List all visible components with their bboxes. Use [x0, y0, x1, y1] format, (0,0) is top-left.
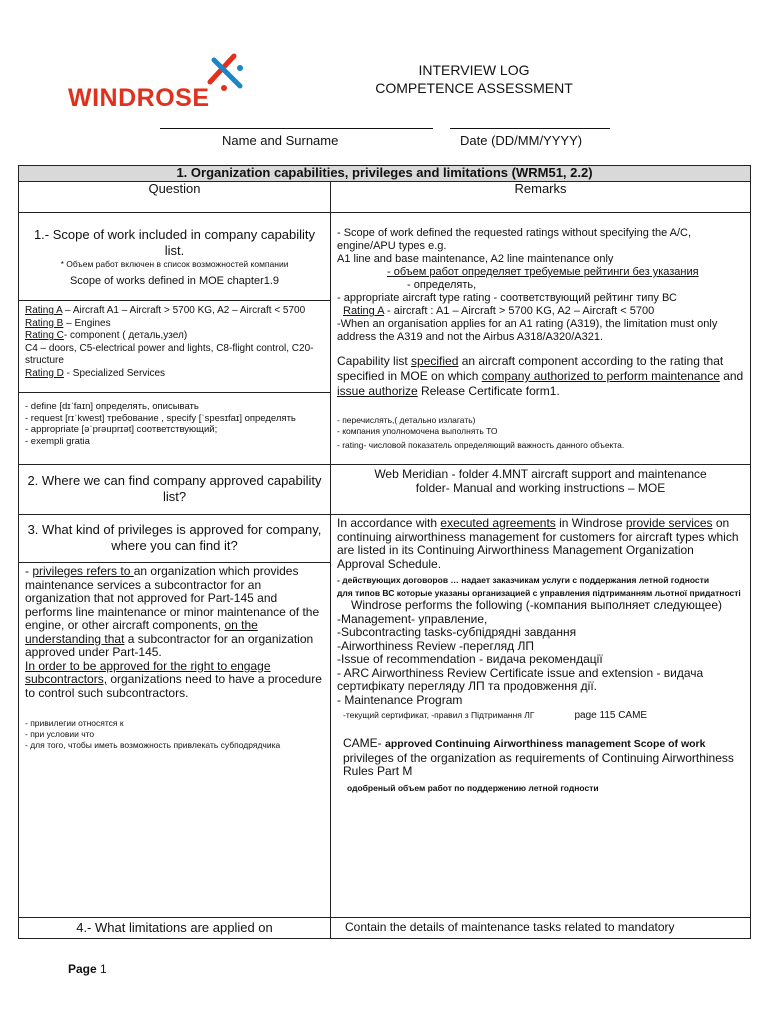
question-header: Question [19, 182, 331, 213]
privilege-item: - ARC Airworthiness Review Certificate issue and extension - видача сертифікату перегляду ЛП та продовження дії. [337, 665, 704, 693]
vocab-cell [19, 393, 331, 465]
q1-remark-ru: - перечислять,( детально излагать) [337, 415, 476, 425]
q1-remarks-cell [331, 213, 751, 465]
privilege-item: -Issue of recommendation - видача рекомендації [337, 652, 603, 666]
q2-remark: Web Meridian - folder 4.MNT aircraft support and maintenance folder- Manual and working instructions – MOE [374, 467, 707, 495]
doc-title: INTERVIEW LOG [418, 62, 530, 78]
section-title: 1. Organization capabilities, privileges and limitations (WRM51, 2.2) [19, 166, 751, 182]
q3-answer-ru: - при условии что [25, 729, 95, 739]
vocab-item: - request [rɪˈkwest] требование , specify [ˈspesɪfaɪ] определять [25, 412, 296, 424]
q1-remark-line: - объем работ определяет требуемые рейтинги без указания [387, 266, 699, 278]
came-page-ref: page 115 CAME [574, 710, 648, 721]
doc-subtitle: COMPETENCE ASSESSMENT [375, 80, 573, 96]
name-underline [160, 128, 433, 129]
capability-paragraph: Capability list specified an aircraft component according to the rating that specified in MOE on which company authorized to perform maintenance and issue authorize Release Certificate form1. [337, 354, 744, 398]
vocab-item: - exempli gratia [25, 435, 90, 447]
rating-a-text: - aircraft : A1 – Aircraft > 5700 KG, A2 – Aircraft < 5700 [383, 305, 655, 317]
q1-remark-line: - appropriate aircraft type rating - соответствующий рейтинг типу ВС [337, 292, 677, 304]
q3-answer-cell: - privileges refers to an organization which provides maintenance services a subcontractor for an organization that not approved for Part-145 and performs line maintenance or minor maintenance of the engine, or other aircraft components, on the understanding that a subcontractor for an organization approved under Part-145. In order to be approved for the right to engage subcontractors, organizations need to have a procedure to control such subcontractors. - привилегии относятся к - при условии что - для того, чтобы иметь возможность привлекать субподрядчика [19, 563, 331, 918]
q4-text: 4.- What limitations are applied on [76, 920, 273, 935]
q3-answer-ru: - привилегии относятся к [25, 718, 124, 728]
date-underline [450, 128, 610, 129]
q4-remark-cell [331, 918, 751, 939]
q4-question-cell [19, 918, 331, 939]
q2-question-cell [19, 465, 331, 515]
page-number: 1 [100, 962, 107, 976]
date-label: Date (DD/MM/YYYY) [460, 133, 583, 148]
name-label: Name and Surname [222, 133, 339, 148]
q1-remark-ru: - компания уполномочена выполнять ТО [337, 426, 498, 436]
q3-remark-ru: для типов ВС которые указаны организацией с управления підтриманням льотної придатності [337, 588, 741, 598]
q1-remark-line: -When an organisation applies for an A1 rating (A319), the limitation must only address the A319 and not the Airbus A318/A320/A321. [337, 318, 718, 343]
q1-remark-line: - Scope of work defined the requested ratings without specifying the A/C, engine/APU types e.g. [337, 227, 692, 252]
q3-remark-ru: - действующих договоров … надает заказчикам услуги с поддержания летной годности [337, 575, 710, 585]
q4-remark: Contain the details of maintenance tasks related to mandatory [345, 920, 675, 934]
q3-question-cell [19, 515, 331, 563]
came-ru: одобреный объем работ по поддержению летной годности [347, 782, 599, 793]
page-footer [68, 962, 107, 976]
windrose-performs: Windrose performs the following (-компания выполняет следующее) [351, 598, 723, 612]
q2-text: 2. Where we can find company approved capability list? [27, 473, 322, 504]
rating-a-label: Rating A [343, 305, 384, 317]
q1-remark-line: - определять, [407, 279, 477, 291]
privilege-item: -Management- управление, [337, 611, 488, 626]
company-logo-text: WINDROSE [68, 84, 210, 112]
vocab-item: - define [dɪˈfaɪn] определять, описывать [25, 401, 199, 412]
remarks-header: Remarks [331, 182, 751, 213]
q1-question-cell [19, 213, 331, 301]
q1-remark-ru: - rating- числовой показатель определяющий важность данного объекта. [337, 440, 625, 450]
q2-remark-cell [331, 465, 751, 515]
q3-answer-ru: - для того, чтобы иметь возможность привлекать субподрядчика [25, 740, 281, 750]
privilege-item: - Maintenance Program [337, 692, 463, 707]
current-cert-note: -текущий сертификат, -правил з Підтримання ЛГ [343, 710, 535, 720]
q1-text: 1.- Scope of work included in company capability list. [33, 227, 316, 258]
ratings-cell: Rating A – Aircraft A1 – Aircraft > 5700 KG, A2 – Aircraft < 5700 Rating B – Engines Rating C- component ( деталь,узел) C4 – doors, C5-electrical power and lights, C8-flight control, C20-structure Rating D - Specialized Services [19, 301, 331, 393]
windrose-star-icon [204, 52, 246, 101]
q1-ru: * Объем работ включен в список возможностей компании [60, 259, 289, 269]
assessment-table [18, 165, 751, 939]
privilege-item: -Subcontracting tasks-субпідрядні завдання [337, 625, 577, 639]
page-label: Page [68, 962, 97, 976]
q1-remark-line: A1 line and base maintenance, A2 line maintenance only [337, 253, 614, 265]
q3-text: 3. What kind of privileges is approved for company, where you can find it? [27, 522, 322, 553]
vocab-item: - appropriate [əˈprəuprɪət] соответствующий; [25, 424, 218, 435]
q1-moe: Scope of works defined in MOE chapter1.9 [69, 275, 280, 287]
q3-remarks-cell: In accordance with executed agreements in Windrose provide services on continuing airworthiness management for customers for aircraft types which are listed in its Continuing Airworthiness Management Organization Approval Schedule. - действующих договоров … надает заказчикам услуги с поддержания летной годности для типов ВС которые указаны организацией с управления підтриманням льотної придатності Windrose performs the following (-компания выполняет следующее) -Management- управление, -Subcontracting tasks-субпідрядні завдання -Airworthiness Review -перегляд ЛП -Issue of recommendation - видача рекомендації - ARC Airworthiness Review Certificate issue and extension - видача сертифікату перегляду ЛП та продовження дії. - Maintenance Program -текущий сертификат, -правил з Підтримання ЛГ page 115 CAME CAME- approved Continuing Airworthiness management Scope of work privileges of the organization as requirements of Continuing Airworthiness Rules Part M одобреный объем работ по поддержению летной годности [331, 515, 751, 918]
privilege-item: -Airworthiness Review -перегляд ЛП [337, 638, 534, 653]
